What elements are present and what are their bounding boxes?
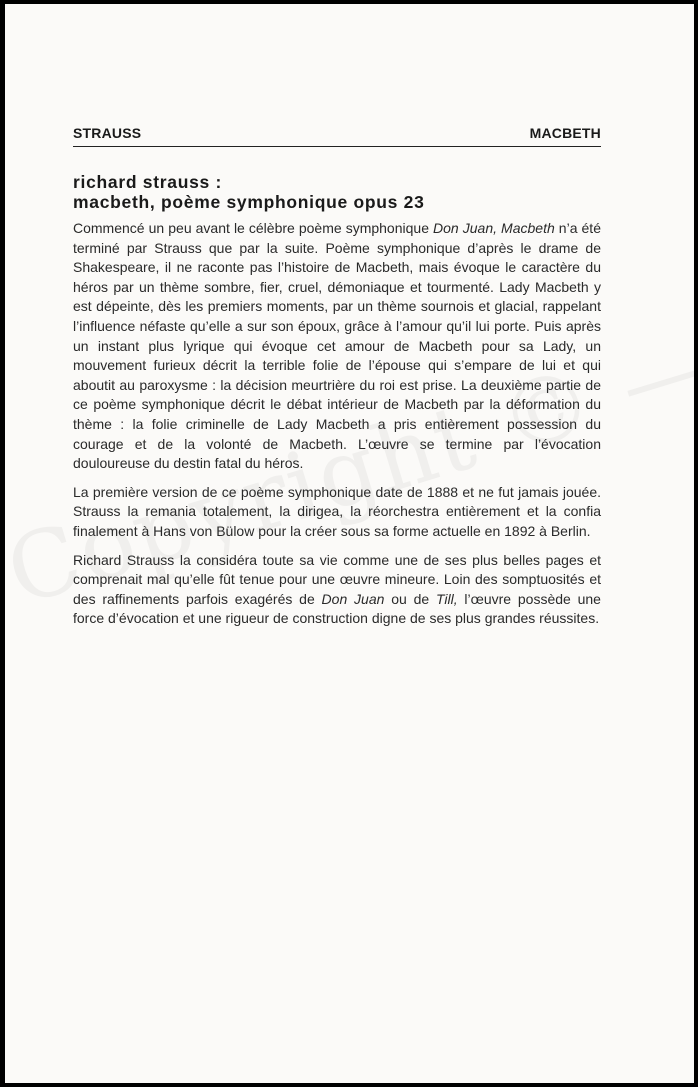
article-title	[73, 172, 613, 212]
header-composer: STRAUSS	[73, 125, 142, 141]
article-body	[73, 219, 601, 638]
paragraph-3-text-c: l’œuvre possède une force d’évocation et une rigueur de construction digne de ses plus grandes réussites.	[73, 590, 601, 627]
paragraph-3-text-a: Richard Strauss la considéra toute sa vie comme une de ses plus belles pages et comprenait mal qu’elle fût tenue pour une œuvre mineure. Loin des somptuosités et des raffinements parfois exagérés de	[73, 551, 601, 607]
paragraph-2: La première version de ce poème symphonique date de 1888 et ne fut jamais jouée. Strauss la remania totalement, la dirigea, la réorchestra entièrement et la confia finalement à Hans von Bülow pour la créer sous sa forme actuelle en 1892 à Berlin.	[73, 483, 601, 539]
paragraph-1-text-a: Commencé un peu avant le célèbre poème symphonique	[73, 220, 434, 236]
title-line-1: richard strauss :	[73, 172, 223, 192]
paragraph-3-italic-a: Don Juan	[321, 590, 385, 607]
paragraph-1	[73, 219, 601, 474]
title-line-2: macbeth, poème symphonique opus 23	[73, 192, 425, 212]
paragraph-1-text-b: n’a été terminé par Strauss que par la suite. Poème symphonique d’après le drame de Shakespeare, il ne raconte pas l’histoire de Macbeth, mais évoque le caractère du héros par un thème sombre, fier, cruel, démoniaque et tourmenté. Lady Macbeth y est dépeinte, dès les premiers moments, par un thème sournois et glacial, rappelant l’influence néfaste qu’elle a sur son époux, grâce à l’amour qu’il lui porte. Puis après un instant plus lyrique qui évoque cet amour de Macbeth pour sa Lady, un mouvement furieux décrit la terrible folie de l’épouse qui s’empare de lui et qui aboutit au paroxysme : la décision meurtrière du roi est prise. La deuxième partie de ce poème symphonique décrit le débat intérieur de Macbeth par la déformation du thème : la folie criminelle de Lady Macbeth a pris entièrement possession du courage et de la volonté de Macbeth. L’œuvre se termine par l’évocation douloureuse du destin fatal du héros.	[73, 220, 601, 472]
header-work: MACBETH	[529, 125, 601, 141]
paragraph-1-italic: Don Juan, Macbeth	[433, 220, 555, 236]
running-header	[73, 124, 601, 147]
paragraph-3	[73, 551, 601, 629]
document-page	[5, 4, 694, 1083]
paragraph-3-italic-b: Till,	[435, 590, 458, 607]
paragraph-3-text-b: ou de	[384, 590, 436, 607]
